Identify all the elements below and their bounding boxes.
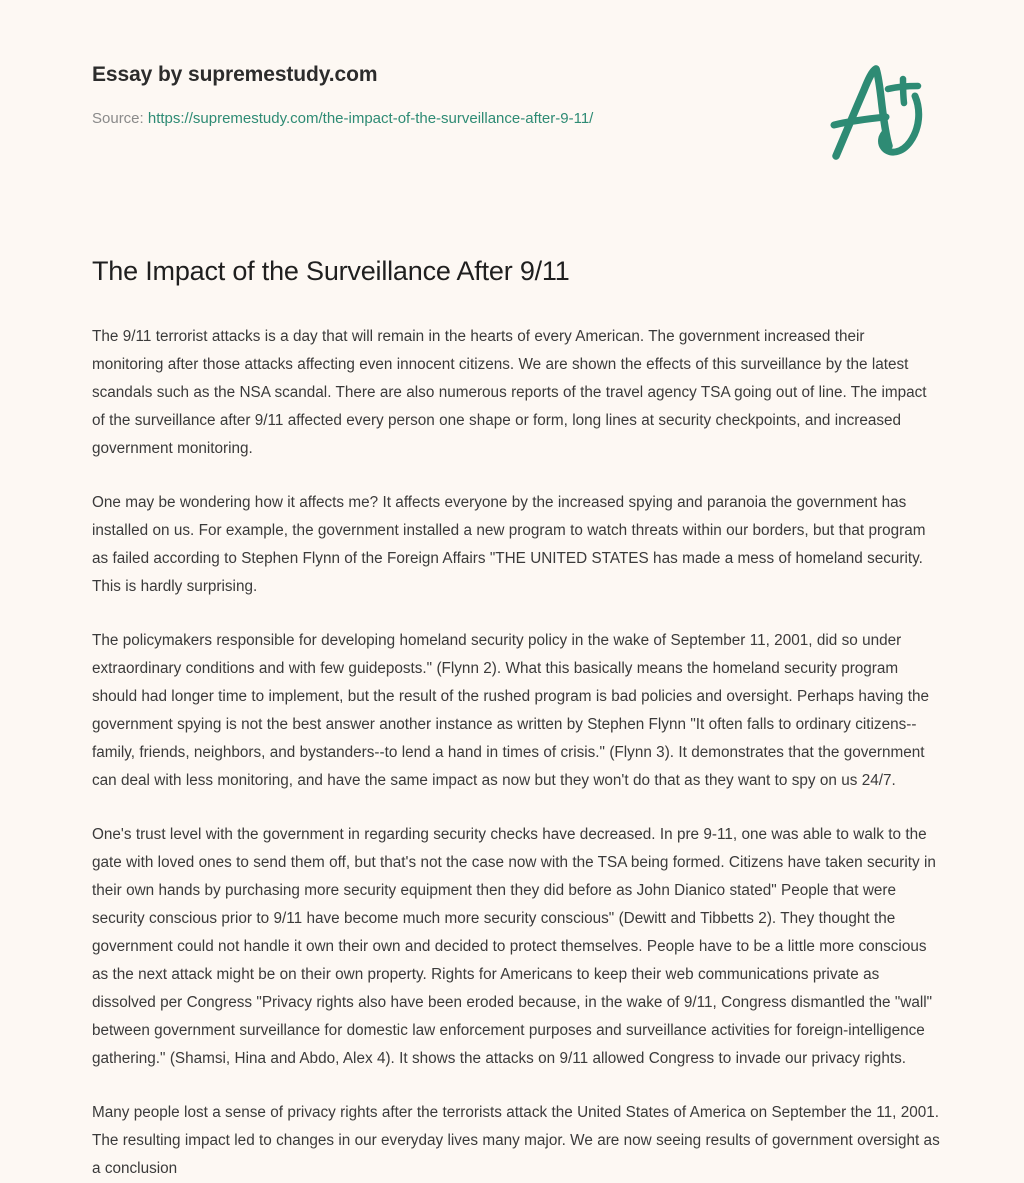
source-url-link[interactable]: https://supremestudy.com/the-impact-of-the-surveillance-after-9-11/ — [147, 110, 594, 128]
paragraph: The 9/11 terrorist attacks is a day that will remain in the hearts of every American. The government increased their monitoring after those attacks affecting even innocent citizens. We are shown the effects of this surveillance by the latest scandals such as the NSA scandal. There are also numerous reports of the travel agency TSA going out of line. The impact of the surveillance after 9/11 affected every person one shape or form, long lines at security checkpoints, and increased government monitoring. — [92, 327, 927, 457]
article — [0, 255, 1024, 1183]
paragraph: One's trust level with the government in regarding security checks have decreased. In pre 9-11, one was able to walk to the gate with loved ones to send them off, but that's not the case now with the TSA being formed. Citizens have taken security in their own hands by purchasing more security equipment then they did before as John Dianico stated" People that were security conscious prior to 9/11 have become much more security conscious" (Dewitt and Tibbetts 2). They thought the government could not handle it own their own and decided to protect themselves. People have to be a little more conscious as the next attack might be on their own property. Rights for Americans to keep their web communications private as dissolved per Congress "Privacy rights also have been eroded because, in the wake of 9/11, Congress dismantled the "wall" between government surveillance for domestic law enforcement purposes and surveillance activities for foreign-intelligence gathering." (Shamsi, Hina and Abdo, Alex 4). It shows the attacks on 9/11 allowed Congress to invade our privacy rights. — [92, 825, 936, 1067]
article-body — [92, 323, 940, 1183]
page-header — [0, 0, 1024, 150]
page-title: The Impact of the Surveillance After 9/11 — [92, 256, 570, 286]
paragraph: One may be wondering how it affects me? It affects everyone by the increased spying and paranoia the government has installed on us. For example, the government installed a new program to watch threats within our borders, but that program as failed according to Stephen Flynn of the Foreign Affairs "THE UNITED STATES has made a mess of homeland security. This is hardly surprising. — [92, 493, 926, 595]
paragraph: Many people lost a sense of privacy rights after the terrorists attack the United States of America on September the 11, 2001. The resulting impact led to changes in our everyday lives many major. We are now seeing results of government oversight as a conclusion — [92, 1103, 940, 1177]
paragraph: The policymakers responsible for developing homeland security policy in the wake of September 11, 2001, did so under extraordinary conditions and with few guideposts." (Flynn 2). What this basically means the homeland security program should had longer time to implement, but the result of the rushed program is bad policies and oversight. Perhaps having the government spying is not the best answer another instance as written by Stephen Flynn "It often falls to ordinary citizens--family, friends, neighbors, and bystanders--to lend a hand in times of crisis." (Flynn 3). It demonstrates that the government can deal with less monitoring, and have the same impact as now but they won't do that as they want to spy on us 24/7. — [92, 631, 930, 789]
a-plus-logo-icon[interactable] — [820, 58, 932, 164]
source-label: Source: — [92, 110, 144, 128]
byline: Essay by supremestudy.com — [92, 63, 378, 86]
source-line — [92, 109, 932, 129]
